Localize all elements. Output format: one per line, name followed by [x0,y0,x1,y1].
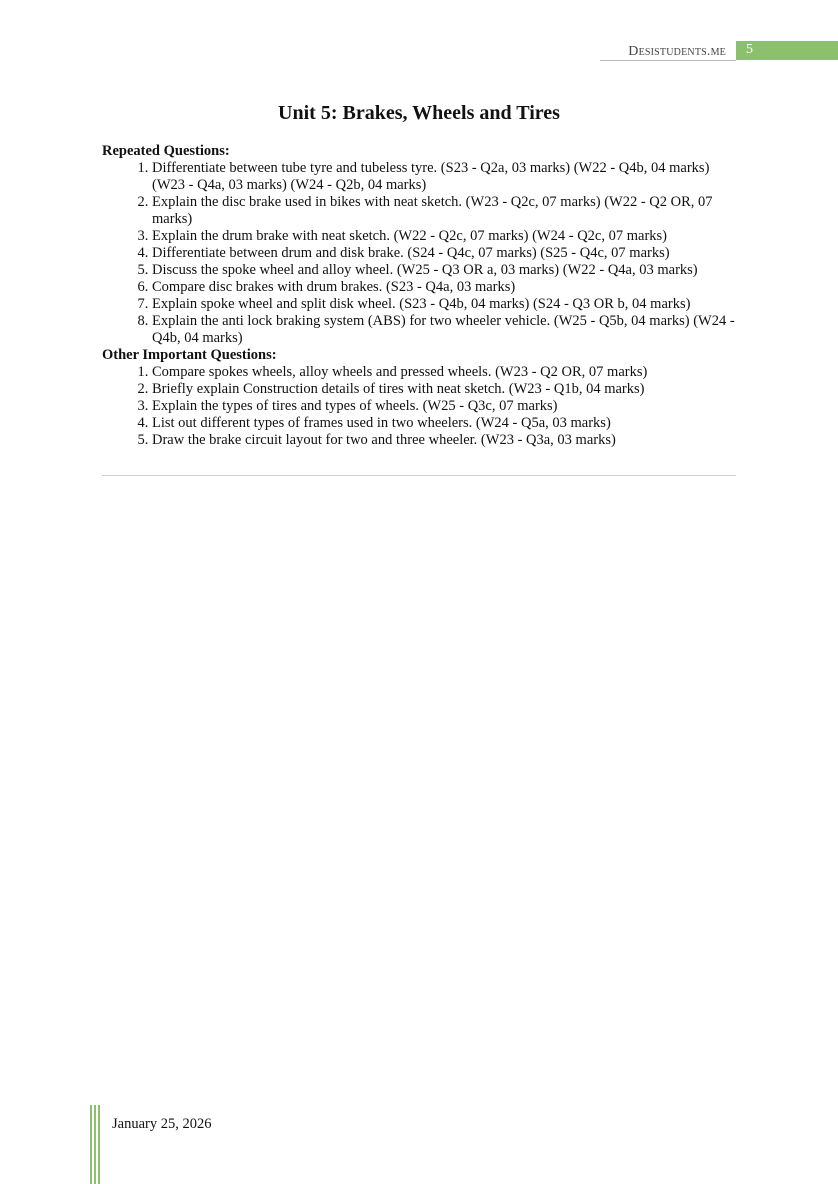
list-item: 7. Explain spoke wheel and split disk wheel. (S23 - Q4b, 04 marks) (S24 - Q3 OR b, 04 marks) [152,296,742,313]
list-item: 4. Differentiate between drum and disk brake. (S24 - Q4c, 07 marks) (S25 - Q4c, 07 marks) [152,245,742,262]
content-divider [102,475,736,476]
list-item: 3. Explain the drum brake with neat sketch. (W22 - Q2c, 07 marks) (W24 - Q2c, 07 marks) [152,228,742,245]
footer-date: January 25, 2026 [112,1116,212,1132]
question-list-content [102,143,742,449]
page-number: 5 [746,42,753,57]
other-questions-heading: Other Important Questions: [102,347,277,363]
list-item: 1. Compare spokes wheels, alloy wheels and pressed wheels. (W23 - Q2 OR, 07 marks) [152,364,742,381]
list-item: 4. List out different types of frames used in two wheelers. (W24 - Q5a, 03 marks) [152,415,742,432]
page-title: Unit 5: Brakes, Wheels and Tires [278,102,560,124]
list-item: 2. Briefly explain Construction details of tires with neat sketch. (W23 - Q1b, 04 marks) [152,381,742,398]
list-item: 6. Compare disc brakes with drum brakes. (S23 - Q4a, 03 marks) [152,279,742,296]
footer-accent-bars [90,1105,102,1184]
page-header [0,41,838,61]
list-item: 2. Explain the disc brake used in bikes with neat sketch. (W23 - Q2c, 07 marks) (W22 - Q2 OR, 07 marks) [152,194,742,228]
header-site-name: Desistudents.me [628,44,726,59]
list-item: 1. Differentiate between tube tyre and tubeless tyre. (S23 - Q2a, 03 marks) (W22 - Q4b, 04 marks) (W23 - Q4a, 03 marks) (W24 - Q2b, 04 marks) [152,160,742,194]
list-item: 8. Explain the anti lock braking system (ABS) for two wheeler vehicle. (W25 - Q5b, 04 marks) (W24 - Q4b, 04 marks) [152,313,742,347]
header-divider [600,60,736,61]
list-item: 5. Draw the brake circuit layout for two and three wheeler. (W23 - Q3a, 03 marks) [152,432,742,449]
page-number-badge [736,41,838,60]
repeated-questions-heading: Repeated Questions: [102,143,230,159]
list-item: 5. Discuss the spoke wheel and alloy wheel. (W25 - Q3 OR a, 03 marks) (W22 - Q4a, 03 marks) [152,262,742,279]
repeated-questions-list [102,160,742,347]
other-questions-list [102,364,742,449]
list-item: 3. Explain the types of tires and types of wheels. (W25 - Q3c, 07 marks) [152,398,742,415]
